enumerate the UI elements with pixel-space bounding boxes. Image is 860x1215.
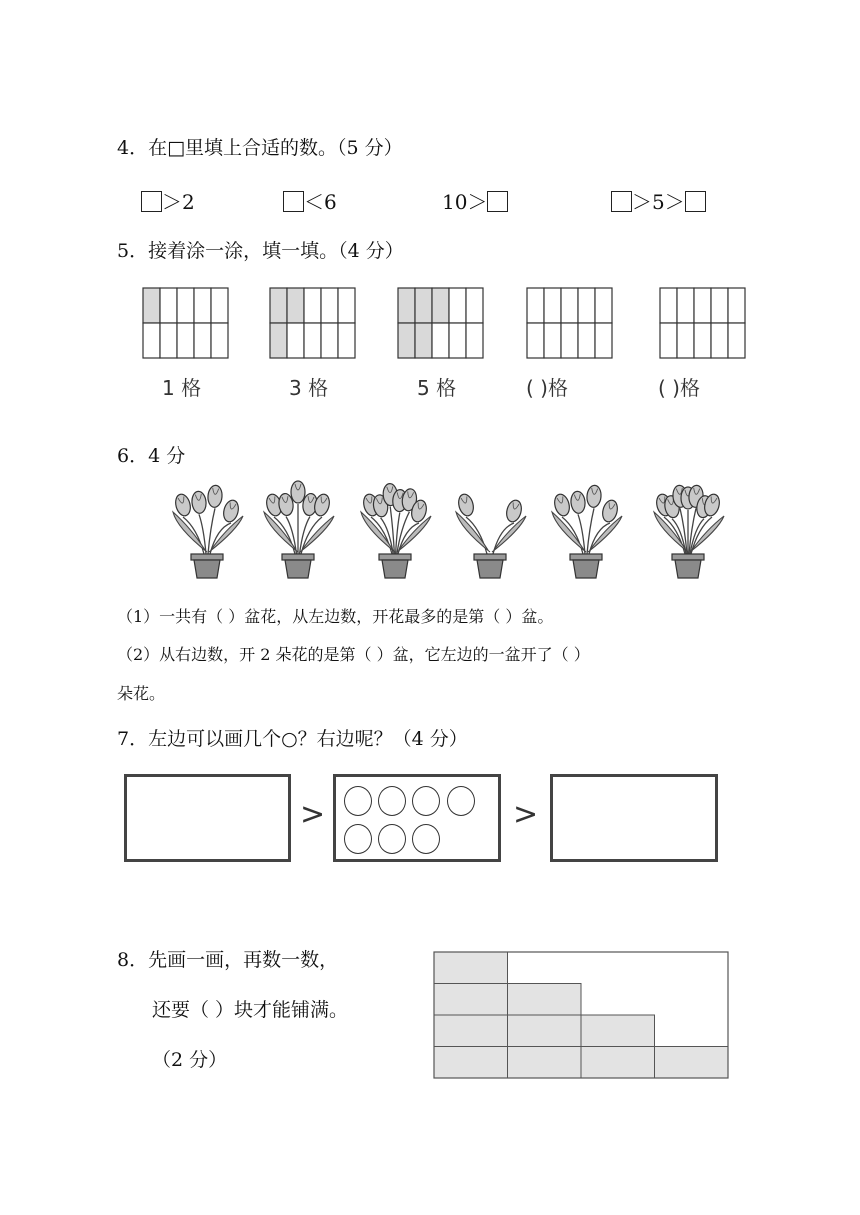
grid-cell[interactable] <box>660 323 677 358</box>
grid-cell[interactable] <box>287 323 304 358</box>
grid-cell[interactable] <box>544 323 561 358</box>
placed-tile <box>581 1015 655 1047</box>
q8-line-3: （2 分） <box>152 1049 228 1071</box>
shaded-cell[interactable] <box>143 288 160 323</box>
tile-staircase-figure <box>432 948 732 1088</box>
tulip-bloom <box>456 493 475 518</box>
placed-tile <box>434 1047 508 1079</box>
placed-tile <box>508 1047 582 1079</box>
grid-label-4: ( )格 <box>526 376 568 400</box>
grid-cell[interactable] <box>321 323 338 358</box>
middle-circle-frame <box>333 774 501 862</box>
shaded-cell[interactable] <box>270 288 287 323</box>
grid-cell[interactable] <box>711 288 728 323</box>
flower-pot <box>285 560 311 578</box>
q7-title: 7．左边可以画几个○？右边呢？（4 分） <box>117 728 468 750</box>
q4-item-1-text: ＞2 <box>162 190 195 214</box>
grid-cell[interactable] <box>578 323 595 358</box>
grid-cell[interactable] <box>211 323 228 358</box>
drawn-circle <box>412 786 440 816</box>
flower-pot <box>194 560 220 578</box>
grid-cell[interactable] <box>466 323 483 358</box>
answer-box[interactable] <box>283 191 304 212</box>
drawn-circle <box>378 786 406 816</box>
grid-cell[interactable] <box>304 323 321 358</box>
q4-item-3 <box>442 186 508 215</box>
grid-label-3: 5 格 <box>417 376 457 400</box>
shaded-cell[interactable] <box>432 288 449 323</box>
placed-tile <box>434 1015 508 1047</box>
grid-cell[interactable] <box>677 323 694 358</box>
shaded-cell[interactable] <box>398 323 415 358</box>
grid-cell[interactable] <box>660 288 677 323</box>
answer-box[interactable] <box>685 191 706 212</box>
grid-cell[interactable] <box>177 288 194 323</box>
grid-cell[interactable] <box>527 323 544 358</box>
grid-cell[interactable] <box>338 288 355 323</box>
q4-item-3-text: 10＞ <box>442 190 488 214</box>
tulip-bloom <box>570 491 586 514</box>
answer-box[interactable] <box>487 191 508 212</box>
answer-box[interactable] <box>141 191 162 212</box>
placed-tile <box>434 952 508 984</box>
tulip-bloom <box>173 493 192 518</box>
grid-cell[interactable] <box>160 288 177 323</box>
shaded-cell[interactable] <box>415 323 432 358</box>
shaded-cell[interactable] <box>398 288 415 323</box>
q5-title: 5．接着涂一涂，填一填。（4 分） <box>117 240 404 262</box>
placed-tile <box>434 984 508 1016</box>
flower-pot-3 <box>361 483 431 578</box>
tulip-bloom <box>586 485 602 508</box>
grid-cell[interactable] <box>177 323 194 358</box>
flower-pot <box>382 560 408 578</box>
grid-1[interactable] <box>143 288 228 358</box>
grid-cell[interactable] <box>677 288 694 323</box>
tulip-bloom <box>207 485 223 508</box>
flower-pot <box>573 560 599 578</box>
q6-title: 6．4 分 <box>117 445 186 467</box>
flower-pot-6 <box>654 485 724 578</box>
grid-cell[interactable] <box>728 288 745 323</box>
flower-pot-4 <box>456 493 526 578</box>
q6-line-1: （1）一共有（ ）盆花，从左边数，开花最多的是第（ ）盆。 <box>117 607 554 626</box>
grid-2[interactable] <box>270 288 355 358</box>
q4-item-2-text: ＜6 <box>304 190 337 214</box>
tulip-bloom <box>552 493 571 518</box>
grid-cell[interactable] <box>321 288 338 323</box>
placed-tile <box>508 984 582 1016</box>
grid-3[interactable] <box>398 288 483 358</box>
flower-pots-illustration <box>0 478 860 588</box>
placed-tile <box>581 1047 655 1079</box>
grid-cell[interactable] <box>160 323 177 358</box>
grid-cell[interactable] <box>211 288 228 323</box>
q6-line-3: 朵花。 <box>117 684 166 703</box>
flower-pot <box>675 560 701 578</box>
grid-4[interactable] <box>527 288 612 358</box>
grid-label-1: 1 格 <box>162 376 202 400</box>
grid-cell[interactable] <box>449 288 466 323</box>
grid-cell[interactable] <box>595 288 612 323</box>
left-answer-frame[interactable] <box>124 774 291 862</box>
drawn-circle <box>344 786 372 816</box>
q4-title: 4．在□里填上合适的数。（5 分） <box>117 137 403 159</box>
grid-cell[interactable] <box>694 288 711 323</box>
right-answer-frame[interactable] <box>550 774 718 862</box>
q6-line-2: （2）从右边数，开 2 朵花的是第（ ）盆，它左边的一盆开了（ ） <box>117 645 590 664</box>
grid-cell[interactable] <box>194 288 211 323</box>
q4-item-4 <box>611 186 706 215</box>
grid-label-5: ( )格 <box>658 376 700 400</box>
q4-item-4-text: ＞5＞ <box>632 190 685 214</box>
flower-pot-2 <box>264 481 334 578</box>
grid-cell[interactable] <box>143 323 160 358</box>
grid-cell[interactable] <box>561 323 578 358</box>
greater-than-2: > <box>513 797 539 832</box>
q4-item-1 <box>141 186 195 215</box>
grid-cell[interactable] <box>561 288 578 323</box>
grid-cell[interactable] <box>595 323 612 358</box>
drawn-circle <box>378 824 406 854</box>
drawn-circle <box>447 786 475 816</box>
grid-cell[interactable] <box>338 323 355 358</box>
greater-than-1: > <box>300 797 326 832</box>
answer-box[interactable] <box>611 191 632 212</box>
placed-tile <box>508 1015 582 1047</box>
grid-cell[interactable] <box>694 323 711 358</box>
shaded-cell[interactable] <box>270 323 287 358</box>
grid-cell[interactable] <box>194 323 211 358</box>
flower-pot-1 <box>173 485 243 578</box>
grid-cell[interactable] <box>449 323 466 358</box>
grid-cell[interactable] <box>711 323 728 358</box>
q8-title: 8．先画一画，再数一数， <box>117 949 339 971</box>
grid-cell[interactable] <box>304 288 321 323</box>
flower-pot-5 <box>552 485 622 578</box>
tulip-bloom <box>191 491 207 514</box>
grid-5[interactable] <box>660 288 745 358</box>
shaded-cell[interactable] <box>415 288 432 323</box>
q8-line-2: 还要（ ）块才能铺满。 <box>152 999 349 1021</box>
flower-pot <box>477 560 503 578</box>
grid-cell[interactable] <box>527 288 544 323</box>
grid-cell[interactable] <box>578 288 595 323</box>
placed-tile <box>655 1047 729 1079</box>
tulip-bloom <box>291 481 305 503</box>
grid-cell[interactable] <box>432 323 449 358</box>
grid-cell[interactable] <box>466 288 483 323</box>
drawn-circle <box>344 824 372 854</box>
grid-cell[interactable] <box>728 323 745 358</box>
drawn-circle <box>412 824 440 854</box>
q4-item-2 <box>283 186 337 215</box>
grid-label-2: 3 格 <box>289 376 329 400</box>
shaded-cell[interactable] <box>287 288 304 323</box>
grid-cell[interactable] <box>544 288 561 323</box>
